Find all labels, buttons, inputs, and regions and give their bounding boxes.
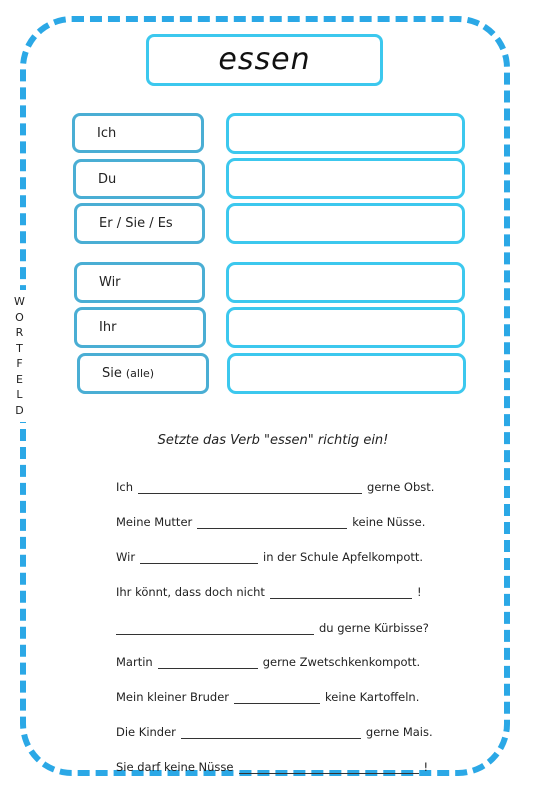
pronoun-box-du bbox=[73, 159, 205, 199]
page-title: essen bbox=[218, 42, 311, 77]
answer-box-wir[interactable] bbox=[226, 262, 465, 303]
side-letter: E bbox=[16, 372, 24, 386]
answer-blank[interactable] bbox=[234, 693, 320, 704]
answer-box-ihr[interactable] bbox=[226, 307, 465, 348]
answer-blank[interactable] bbox=[140, 553, 258, 564]
exercise-line-7 bbox=[116, 690, 419, 704]
sentence-end: ! bbox=[416, 585, 422, 599]
pronoun-box-ich bbox=[72, 113, 204, 153]
exercise-line-1 bbox=[116, 480, 434, 494]
side-letter: D bbox=[15, 403, 25, 417]
answer-blank[interactable] bbox=[197, 518, 347, 529]
answer-blank[interactable] bbox=[181, 728, 361, 739]
answer-box-ich[interactable] bbox=[226, 113, 465, 154]
side-letter: W bbox=[14, 295, 26, 308]
pronoun-label: Sie bbox=[102, 366, 122, 381]
sentence-start: Mein kleiner Bruder bbox=[116, 690, 230, 704]
side-letter: O bbox=[15, 310, 25, 324]
sentence-end: gerne Obst. bbox=[367, 480, 435, 494]
pronoun-box-wir bbox=[74, 262, 205, 303]
pronoun-label: Ich bbox=[97, 125, 117, 141]
pronoun-label: Er / Sie / Es bbox=[99, 216, 173, 231]
exercise-line-9 bbox=[116, 760, 428, 774]
sentence-start: Ich bbox=[116, 480, 134, 494]
sentence-start: Ihr könnt, dass doch nicht bbox=[116, 585, 265, 599]
sentence-start: Meine Mutter bbox=[116, 515, 193, 529]
sentence-end: ! bbox=[423, 760, 429, 774]
exercise-line-8 bbox=[116, 725, 433, 739]
answer-box-du[interactable] bbox=[226, 158, 465, 199]
sentence-end: gerne Mais. bbox=[365, 725, 433, 739]
sentence-end: gerne Zwetschkenkompott. bbox=[262, 655, 421, 669]
pronoun-note: (alle) bbox=[125, 367, 155, 380]
side-letter: L bbox=[16, 388, 24, 401]
sentence-start: Sie darf keine Nüsse bbox=[116, 760, 234, 774]
pronoun-label: Wir bbox=[99, 275, 121, 290]
answer-blank[interactable] bbox=[138, 483, 362, 494]
side-letter: T bbox=[16, 341, 24, 355]
answer-blank[interactable] bbox=[158, 658, 258, 669]
sentence-end: keine Kartoffeln. bbox=[325, 690, 420, 704]
pronoun-label: Ihr bbox=[99, 320, 117, 335]
sentence-start: Die Kinder bbox=[116, 725, 176, 739]
side-letter: R bbox=[15, 326, 25, 339]
exercise-line-4 bbox=[116, 585, 422, 599]
sentence-start: Wir bbox=[116, 550, 136, 564]
sentence-end: in der Schule Apfelkompott. bbox=[263, 550, 424, 564]
exercise-line-6 bbox=[116, 655, 420, 669]
side-label-wortfeld bbox=[10, 290, 30, 422]
answer-blank[interactable] bbox=[270, 588, 412, 599]
side-letter: F bbox=[16, 357, 24, 370]
instruction-text: Setzte das Verb "essen" richtig ein! bbox=[157, 433, 389, 448]
pronoun-box-ihr bbox=[74, 307, 206, 348]
exercise-line-2 bbox=[116, 515, 425, 529]
exercise-line-3 bbox=[116, 550, 423, 564]
answer-blank[interactable] bbox=[239, 763, 419, 774]
sentence-end: du gerne Kürbisse? bbox=[319, 621, 429, 635]
sentence-start: Martin bbox=[116, 655, 153, 669]
answer-box-sie-alle[interactable] bbox=[227, 353, 466, 394]
pronoun-label: Du bbox=[98, 171, 117, 187]
answer-box-er-sie-es[interactable] bbox=[226, 203, 465, 244]
exercise-line-5 bbox=[111, 621, 429, 635]
pronoun-box-sie-alle bbox=[77, 353, 209, 394]
sentence-end: keine Nüsse. bbox=[352, 515, 426, 529]
answer-blank[interactable] bbox=[116, 624, 314, 635]
title-box bbox=[146, 34, 383, 86]
pronoun-box-er-sie-es bbox=[74, 203, 205, 244]
